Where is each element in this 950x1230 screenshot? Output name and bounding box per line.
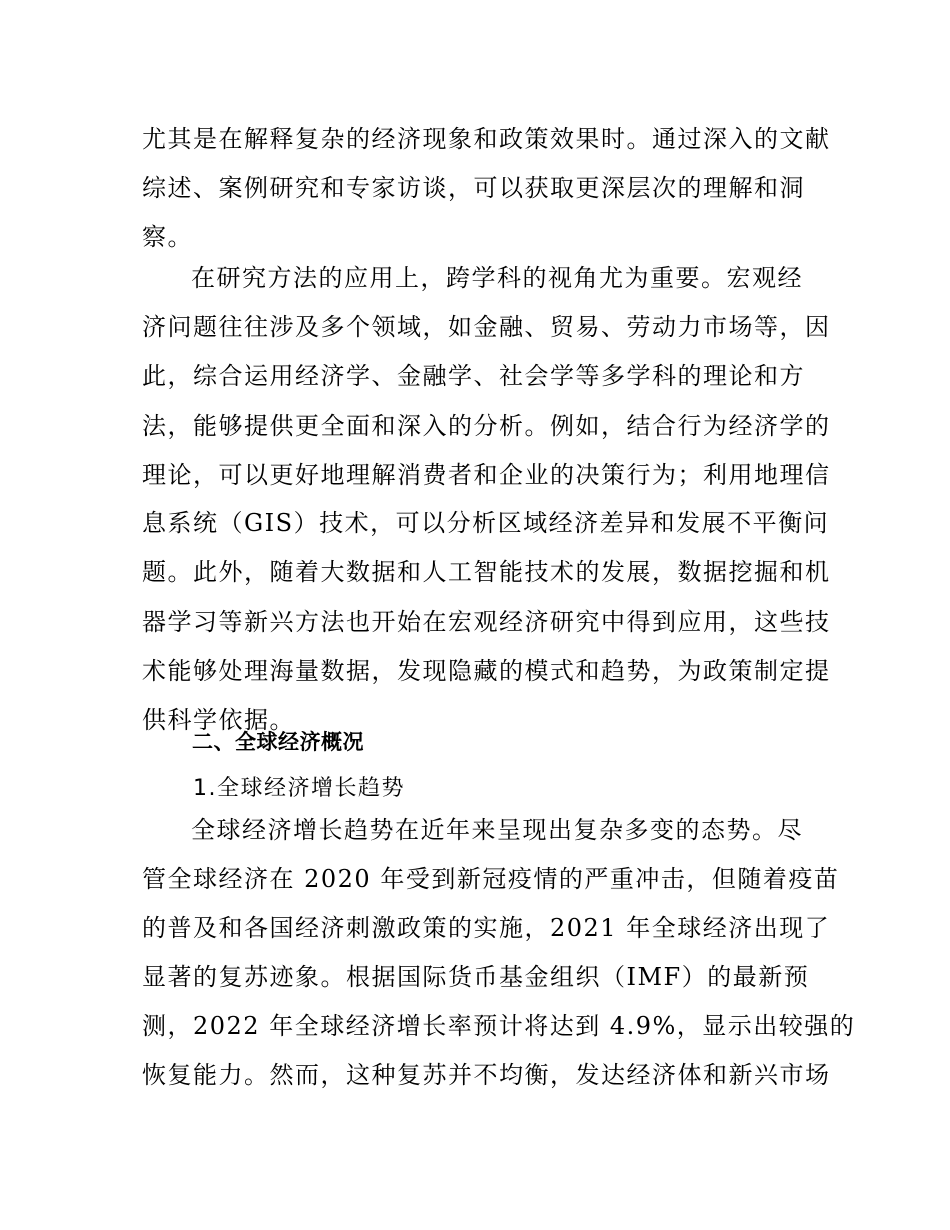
- text-line: 综述、案例研究和专家访谈，可以获取更深层次的理解和洞: [142, 174, 805, 202]
- text-line: 供科学依据。: [142, 706, 295, 734]
- text-line: 理论，可以更好地理解消费者和企业的决策行为；利用地理信: [142, 461, 831, 489]
- text-line: 在研究方法的应用上，跨学科的视角尤为重要。宏观经: [191, 264, 803, 292]
- text-line: 息系统（GIS）技术，可以分析区域经济差异和发展不平衡问: [142, 509, 830, 537]
- subsection-heading: 1.全球经济增长趋势: [193, 776, 405, 801]
- text-line: 尤其是在解释复杂的经济现象和政策效果时。通过深入的文献: [142, 125, 831, 153]
- text-line: 恢复能力。然而，这种复苏并不均衡，发达经济体和新兴市场: [142, 1061, 831, 1089]
- text-line: 术能够处理海量数据，发现隐藏的模式和趋势，为政策制定提: [142, 657, 831, 685]
- text-line: 显著的复苏迹象。根据国际货币基金组织（IMF）的最新预: [142, 963, 810, 991]
- text-line: 题。此外，随着大数据和人工智能技术的发展，数据挖掘和机: [142, 558, 831, 586]
- text-line: 测，2022 年全球经济增长率预计将达到 4.9%，显示出较强的: [142, 1012, 856, 1040]
- text-line: 的普及和各国经济刺激政策的实施，2021 年全球经济出现了: [142, 914, 831, 942]
- text-line: 察。: [142, 223, 193, 251]
- text-line: 法，能够提供更全面和深入的分析。例如，结合行为经济学的: [142, 412, 831, 440]
- text-line: 济问题往往涉及多个领域，如金融、贸易、劳动力市场等，因: [142, 313, 831, 341]
- text-line: 器学习等新兴方法也开始在宏观经济研究中得到应用，这些技: [142, 608, 831, 636]
- text-line: 此，综合运用经济学、金融学、社会学等多学科的理论和方: [142, 362, 805, 390]
- text-line: 管全球经济在 2020 年受到新冠疫情的严重冲击，但随着疫苗: [142, 865, 840, 893]
- section-heading: 二、全球经济概况: [192, 730, 364, 754]
- text-line: 全球经济增长趋势在近年来呈现出复杂多变的态势。尽: [191, 816, 803, 844]
